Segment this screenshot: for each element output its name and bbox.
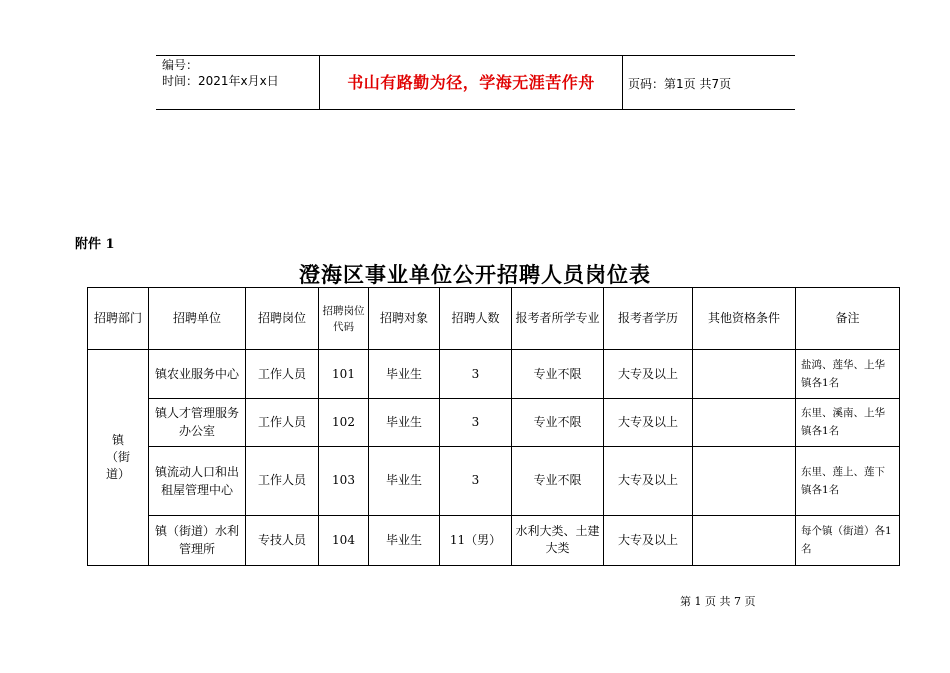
header-motto: 书山有路勤为径，学海无涯苦作舟	[347, 73, 595, 92]
unit-cell: 镇（街道）水利管理所	[149, 515, 246, 565]
page-title: 澄海区事业单位公开招聘人员岗位表	[299, 262, 651, 287]
header-cell-unit: 招聘单位	[149, 288, 246, 350]
number-label: 编号：	[162, 58, 199, 72]
target-cell: 毕业生	[369, 447, 440, 515]
other-cell	[693, 447, 796, 515]
dept-cell: 镇（街道）	[88, 350, 149, 566]
target-cell: 毕业生	[369, 398, 440, 446]
code-cell: 104	[319, 515, 369, 565]
post-cell: 工作人员	[246, 398, 319, 446]
header-divider	[622, 56, 623, 109]
header-cell-count: 招聘人数	[440, 288, 512, 350]
header-cell-dept: 招聘部门	[88, 288, 149, 350]
unit-cell: 镇人才管理服务办公室	[149, 398, 246, 446]
count-cell: 3	[440, 398, 512, 446]
time-label: 时间：2021年x月x日	[162, 74, 279, 88]
header-cell-note: 备注	[796, 288, 900, 350]
header-cell-post: 招聘岗位	[246, 288, 319, 350]
table-header-row	[88, 288, 900, 350]
note-cell: 盐鸿、莲华、上华镇各1名	[796, 350, 900, 398]
table-row	[88, 398, 900, 446]
note-cell: 东里、溪南、上华镇各1名	[796, 398, 900, 446]
other-cell	[693, 350, 796, 398]
major-cell: 专业不限	[512, 350, 604, 398]
edu-cell: 大专及以上	[604, 350, 693, 398]
major-cell: 专业不限	[512, 398, 604, 446]
edu-cell: 大专及以上	[604, 515, 693, 565]
table-row	[88, 515, 900, 565]
attachment-label: 附件 1	[75, 237, 115, 252]
major-cell: 水利大类、土建大类	[512, 515, 604, 565]
positions-table	[87, 287, 900, 566]
page-footer: 第 1 页 共 7 页	[680, 595, 756, 608]
note-cell: 每个镇（街道）各1名	[796, 515, 900, 565]
unit-cell: 镇农业服务中心	[149, 350, 246, 398]
header-meta	[162, 57, 279, 89]
other-cell	[693, 398, 796, 446]
header-cell-code: 招聘岗位代码	[319, 288, 369, 350]
target-cell: 毕业生	[369, 515, 440, 565]
code-cell: 103	[319, 447, 369, 515]
code-cell: 101	[319, 350, 369, 398]
header-cell-other: 其他资格条件	[693, 288, 796, 350]
major-cell: 专业不限	[512, 447, 604, 515]
post-cell: 工作人员	[246, 350, 319, 398]
note-cell: 东里、莲上、莲下镇各1名	[796, 447, 900, 515]
post-cell: 工作人员	[246, 447, 319, 515]
unit-cell: 镇流动人口和出租屋管理中心	[149, 447, 246, 515]
header-cell-target: 招聘对象	[369, 288, 440, 350]
target-cell: 毕业生	[369, 350, 440, 398]
edu-cell: 大专及以上	[604, 398, 693, 446]
count-cell: 3	[440, 447, 512, 515]
table-row	[88, 350, 900, 398]
document-header	[156, 55, 795, 110]
post-cell: 专技人员	[246, 515, 319, 565]
header-cell-edu: 报考者学历	[604, 288, 693, 350]
table-row	[88, 447, 900, 515]
header-page-info: 页码：第1页 共7页	[628, 77, 732, 91]
count-cell: 3	[440, 350, 512, 398]
edu-cell: 大专及以上	[604, 447, 693, 515]
other-cell	[693, 515, 796, 565]
code-cell: 102	[319, 398, 369, 446]
count-cell: 11（男）	[440, 515, 512, 565]
header-cell-major: 报考者所学专业	[512, 288, 604, 350]
